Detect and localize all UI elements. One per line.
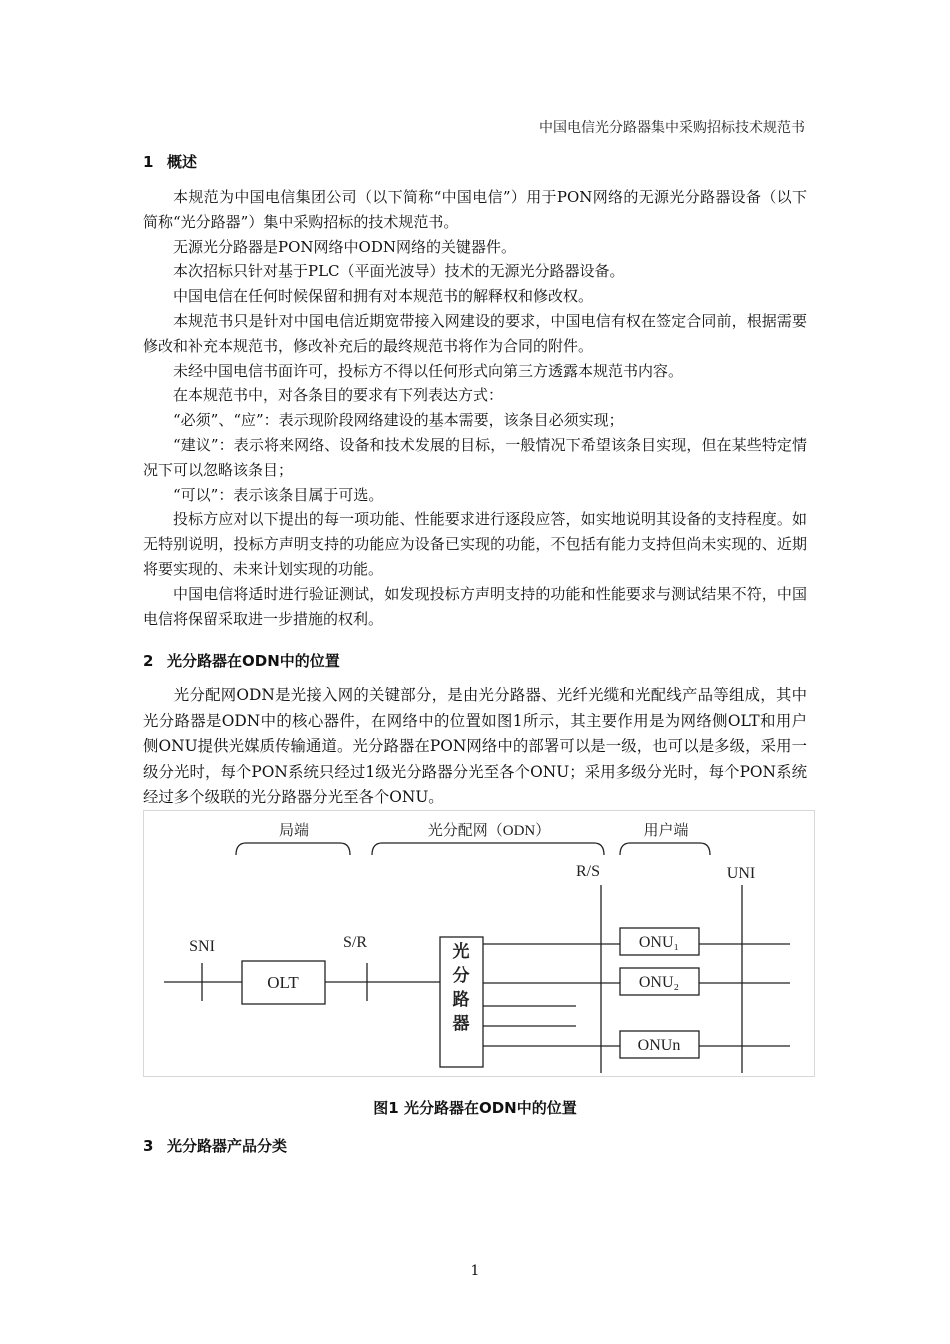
paragraph: “建议”：表示将来网络、设备和技术发展的目标，一般情况下希望该条目实现，但在某些特定情况下可以忽略该条目； (143, 435, 807, 479)
user-side-brace (620, 843, 710, 855)
section-1-body (143, 185, 807, 631)
paragraph: 投标方应对以下提出的每一项功能、性能要求进行逐段应答，如实地说明其设备的支持程度。如无特别说明，投标方声明支持的功能应为设备已实现的功能，不包括有能力支持但尚未实现的、近期将要实现的、未来计划实现的功能。 (143, 510, 807, 578)
sni-label: SNI (189, 938, 215, 955)
page-number: 1 (470, 1263, 480, 1279)
onu1-label: ONU₁ (638, 934, 680, 951)
splitter-label-char: 路 (452, 990, 470, 1009)
central-office-brace (236, 843, 350, 855)
central-office-label: 局端 (278, 823, 310, 839)
section-2-heading (143, 650, 340, 671)
paragraph: “可以”：表示该条目属于可选。 (173, 485, 384, 504)
paragraph: 光分配网ODN是光接入网的关键部分，是由光分路器、光纤光缆和光配线产品等组成，其中光分路器是ODN中的核心器件，在网络中的位置如图1所示，其主要作用是为网络侧OLT和用户侧ONU提供光媒质传输通道。光分路器在PON网络中的部署可以是一级，也可以是多级，采用一级分光时，每个PON系统只经过1级光分路器分光至各个ONU；采用多级分光时，每个PON系统经过多个级联的光分路器分光至各个ONU。 (143, 686, 807, 806)
paragraph: “必须”、“应”：表示现阶段网络建设的基本需要，该条目必须实现； (173, 411, 624, 430)
splitter-label-char: 光 (452, 942, 470, 961)
rs-label: R/S (575, 863, 601, 880)
sr-label: S/R (342, 934, 368, 951)
running-header: 中国电信光分路器集中采购招标技术规范书 (539, 120, 805, 136)
section-3-title: 光分路器产品分类 (167, 1137, 288, 1155)
paragraph: 中国电信在任何时候保留和拥有对本规范书的解释权和修改权。 (173, 287, 594, 306)
user-side-label: 用户端 (643, 823, 689, 839)
section-2-body (143, 683, 807, 811)
section-1-heading (143, 151, 197, 172)
section-1-number: 1 (143, 153, 154, 171)
paragraph: 本规范为中国电信集团公司（以下简称“中国电信”）用于PON网络的无源光分路器设备（以下简称“光分路器”）集中采购招标的技术规范书。 (143, 188, 807, 231)
section-3-number: 3 (143, 1137, 154, 1155)
splitter-label (452, 941, 470, 1033)
splitter-label-char: 分 (452, 966, 470, 985)
paragraph: 在本规范书中，对各条目的要求有下列表达方式： (173, 386, 504, 405)
paragraph: 未经中国电信书面许可，投标方不得以任何形式向第三方透露本规范书内容。 (173, 361, 684, 380)
paragraph: 本规范书只是针对中国电信近期宽带接入网建设的要求，中国电信有权在签定合同前，根据需要修改和补充本规范书，修改补充后的最终规范书将作为合同的附件。 (143, 311, 807, 355)
section-1-title: 概述 (167, 153, 198, 171)
paragraph: 中国电信将适时进行验证测试，如发现投标方声明支持的功能和性能要求与测试结果不符，中国电信将保留采取进一步措施的权利。 (143, 584, 807, 628)
section-2-number: 2 (143, 652, 154, 670)
figure-caption: 图1 光分路器在ODN中的位置 (373, 1099, 577, 1117)
onu2-label: ONU₂ (638, 974, 680, 991)
uni-label: UNI (726, 865, 756, 882)
odn-diagram (144, 811, 816, 1078)
odn-brace (372, 843, 604, 855)
section-2-title: 光分路器在ODN中的位置 (167, 652, 340, 670)
olt-label: OLT (267, 973, 299, 992)
section-3-heading (143, 1135, 287, 1156)
odn-label: 光分配网（ODN） (427, 823, 551, 839)
splitter-label-char: 器 (452, 1014, 470, 1033)
onun-label: ONUn (637, 1037, 681, 1054)
odn-position-figure (143, 810, 815, 1077)
paragraph: 无源光分路器是PON网络中ODN网络的关键器件。 (173, 237, 516, 256)
paragraph: 本次招标只针对基于PLC（平面光波导）技术的无源光分路器设备。 (173, 262, 625, 281)
